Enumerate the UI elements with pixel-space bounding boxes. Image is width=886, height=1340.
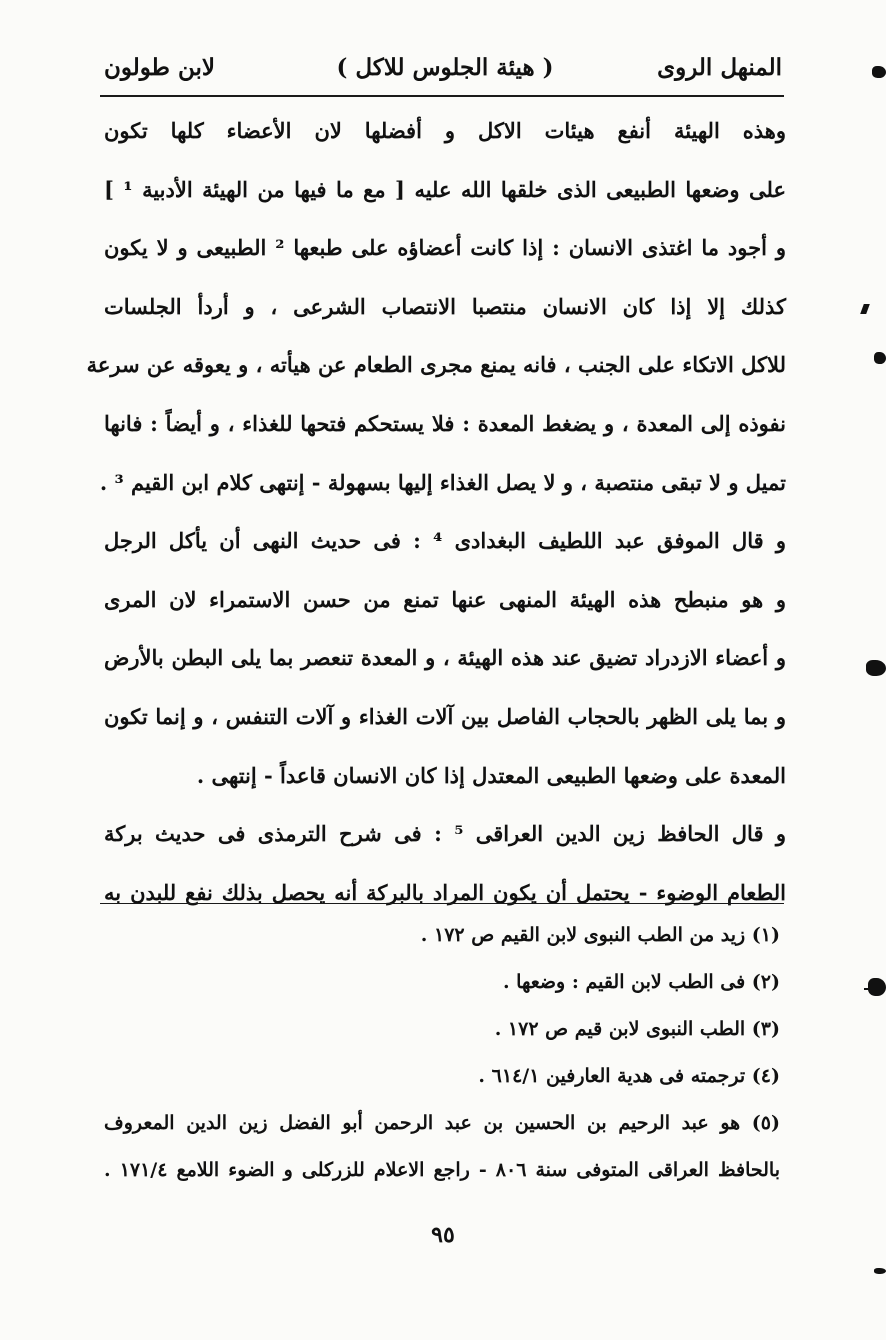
binding-mark — [866, 660, 886, 676]
text-line: و قال الحافظ زين الدين العراقى ⁵ : فى شرح الترمذى فى حديث بركة — [104, 821, 786, 847]
footnote: بالحافظ العراقى المتوفى سنة ٨٠٦ - راجع الاعلام للزركلى و الضوء اللامع ١٧١/٤ . — [104, 1159, 780, 1181]
binding-mark — [874, 352, 886, 364]
section-title: ( هيئة الجلوس للاكل ) — [336, 54, 554, 81]
book-title: المنهل الروى — [657, 54, 782, 81]
binding-mark — [864, 988, 872, 990]
footnote-rule — [100, 903, 784, 904]
footnote: (٣) الطب النبوى لابن قيم ص ١٧٢ . — [494, 1018, 780, 1040]
main-text — [86, 102, 786, 922]
footnote: (١) زيد من الطب النبوى لابن القيم ص ١٧٢ . — [420, 924, 780, 946]
binding-mark — [860, 304, 870, 314]
text-line: وهذه الهيئة أنفع هيئات الاكل و أفضلها لان الأعضاء كلها تكون — [104, 118, 786, 143]
footnote: (٢) فى الطب لابن القيم : وضعها . — [502, 971, 780, 993]
text-line: و أجود ما اغتذى الانسان : إذا كانت أعضاؤه على طبعها ² الطبيعى و لا يكون — [104, 235, 786, 261]
text-line: للاكل الاتكاء على الجنب ، فانه يمنع مجرى الطعام عن هيأته ، و يعوقه عن سرعة — [86, 352, 786, 378]
author-name: لابن طولون — [104, 54, 216, 81]
text-line: على وضعها الطبيعى الذى خلقها الله عليه [ مع ما فيها من الهيئة الأدبية ¹ ] — [104, 176, 786, 202]
footnote: (٤) ترجمته فى هدية العارفين ٦١٤/١ . — [478, 1065, 780, 1087]
text-line: و هو منبطح هذه الهيئة المنهى عنها تمنع من حسن الاستمراء لان المرى — [104, 586, 786, 612]
text-line: كذلك إلا إذا كان الانسان منتصبا الانتصاب الشرعى ، و أردأ الجلسات — [104, 293, 786, 319]
binding-mark — [868, 978, 886, 996]
text-line: و قال الموفق عبد اللطيف البغدادى ⁴ : فى حديث النهى أن يأكل الرجل — [104, 528, 786, 554]
text-line: و أعضاء الازدراد تضيق عند هذه الهيئة ، و المعدة تنعصر بما يلى البطن بالأرض — [104, 645, 786, 671]
text-line: الطعام الوضوء - يحتمل أن يكون المراد بالبركة أنه يحصل بذلك نفع للبدن به — [104, 879, 786, 905]
page-number: ٩٥ — [431, 1222, 455, 1248]
text-line: و بما يلى الظهر بالحجاب الفاصل بين آلات الغذاء و آلات التنفس ، و إنما تكون — [104, 703, 786, 729]
text-line: نفوذه إلى المعدة ، و يضغط المعدة : فلا يستحكم فتحها للغذاء ، و أيضاً : فانها — [104, 410, 786, 436]
binding-mark — [874, 1268, 886, 1274]
text-line: تميل و لا تبقى منتصبة ، و لا يصل الغذاء إليها بسهولة - إنتهى كلام ابن القيم ³ . — [99, 469, 786, 495]
footnote: (٥) هو عبد الرحيم بن الحسين بن عبد الرحمن أبو الفضل زين الدين المعروف — [104, 1112, 780, 1134]
binding-mark — [872, 66, 886, 78]
footnotes — [104, 912, 780, 1194]
running-header — [100, 44, 790, 94]
header-rule — [100, 95, 784, 97]
text-line: المعدة على وضعها الطبيعى المعتدل إذا كان الانسان قاعداً - إنتهى . — [196, 762, 786, 788]
